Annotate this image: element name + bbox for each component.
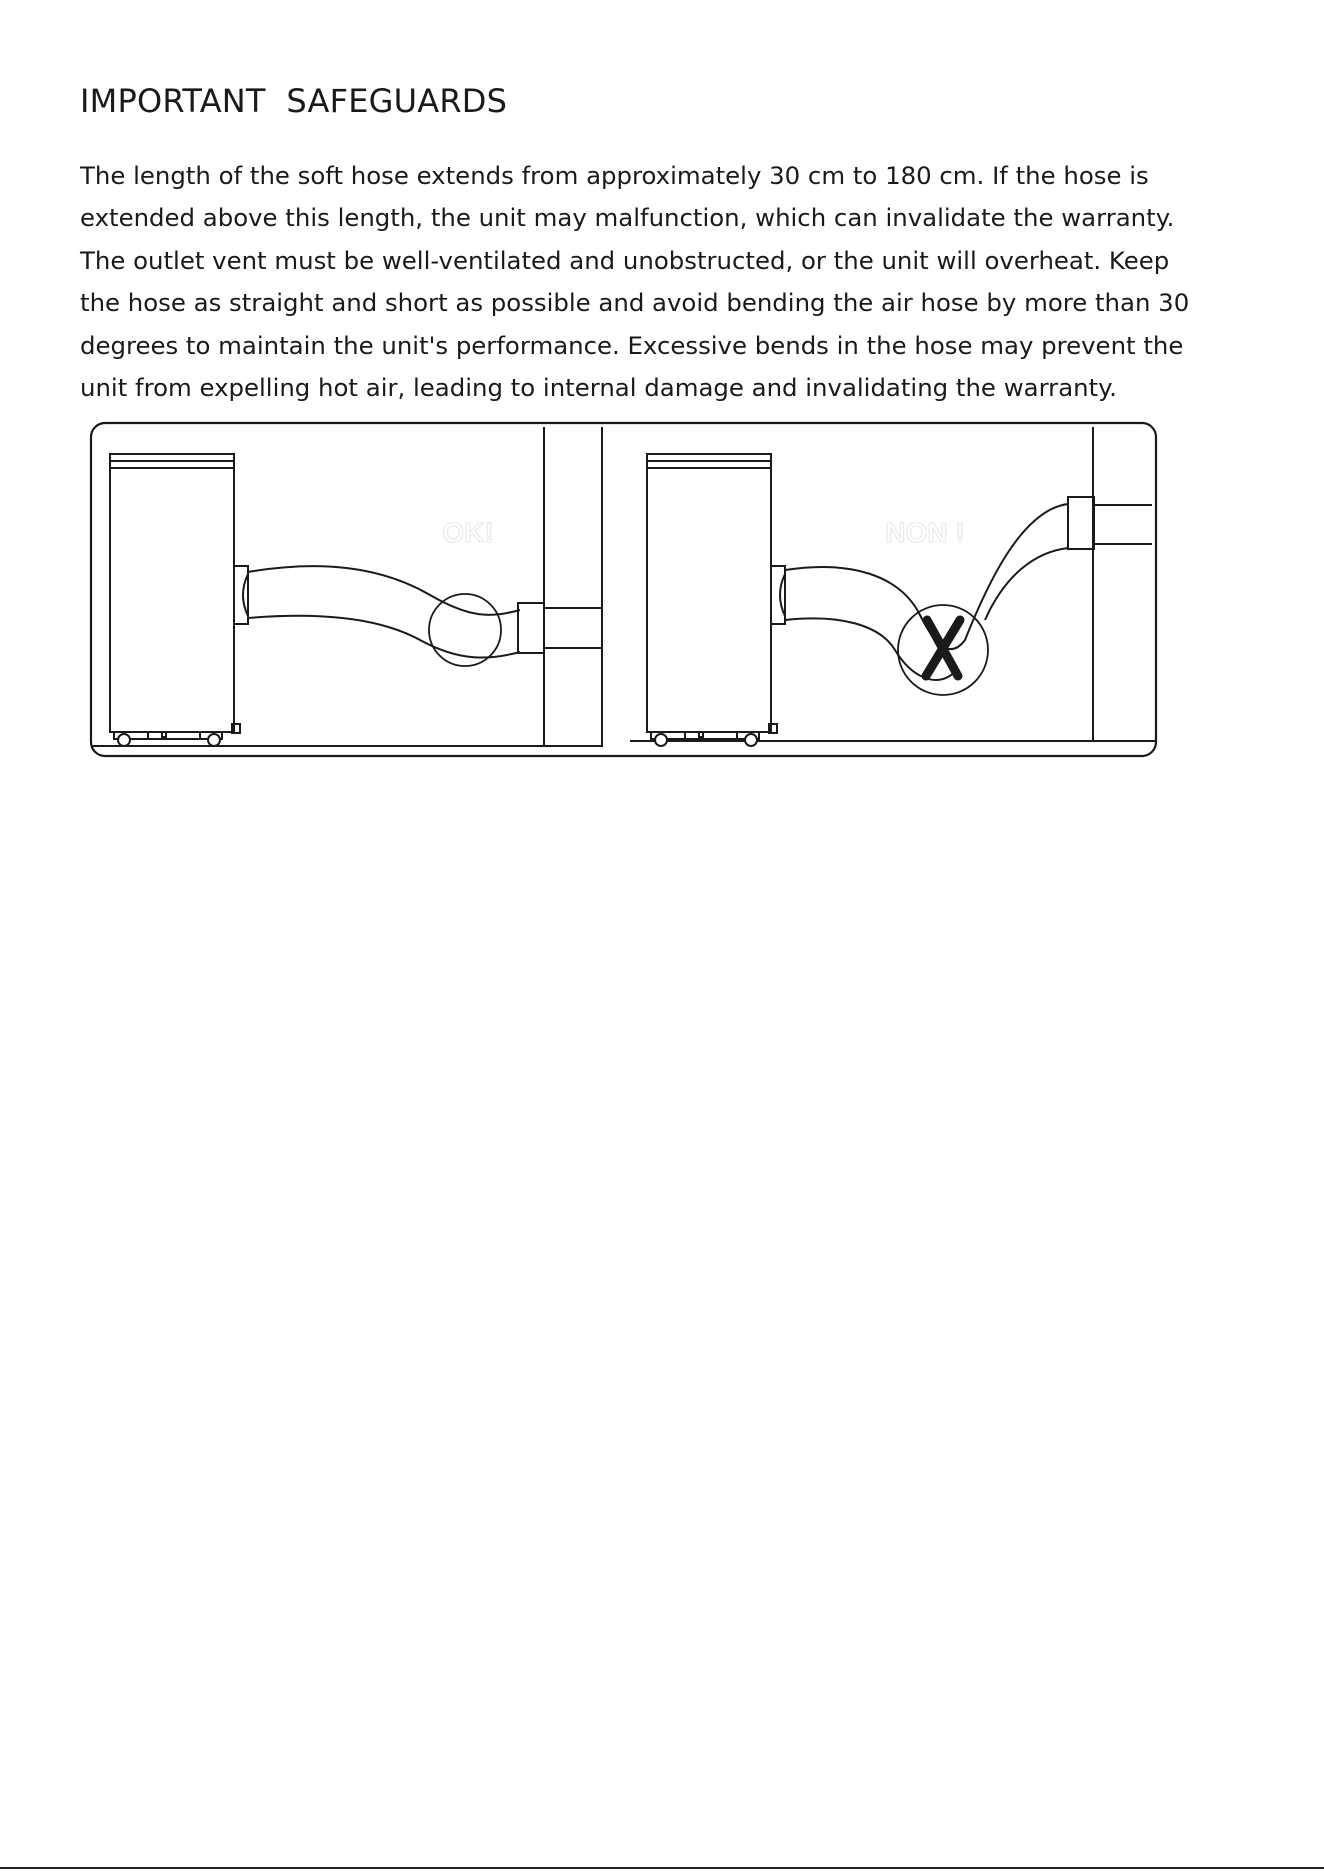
paragraph-line-4: the hose as straight and short as possible and avoid bending the air hose by more than 30 [80,288,1190,318]
paragraph-line-1: The length of the soft hose extends from approximately 30 cm to 180 cm. If the hose is [80,161,1149,190]
cross-x-icon [926,620,960,676]
problem-circle [898,605,988,695]
right-ac-unit [647,454,785,746]
illustration-frame [91,423,1156,756]
footer-rule [0,1867,1324,1869]
left-panel-ok [91,427,603,746]
right-hose-outer [785,504,1068,649]
right-panel-label: NON ! [885,517,965,548]
ok-circle-icon [429,594,501,666]
paragraph-line-6: unit from expelling hot air, leading to internal damage and invalidating the warranty. [80,373,1117,403]
safeguard-paragraph [80,155,1260,409]
right-panel-non [630,427,1156,746]
paragraph-line-3: The outlet vent must be well-ventilated and unobstructed, or the unit will overheat. Keep [80,245,1170,275]
right-hose-upper [985,548,1068,620]
paragraph-line-5: degrees to maintain the unit's performance. Excessive bends in the hose may prevent the [80,330,1184,360]
left-hose-top [248,566,520,615]
right-hose-inner [785,618,955,680]
page-title: IMPORTANT SAFEGUARDS [80,82,508,120]
left-wall-connector [518,603,544,653]
right-wall-connector [1068,497,1094,549]
left-hose-bottom [248,616,520,658]
left-panel-label: OK! [442,517,494,548]
paragraph-line-2: extended above this length, the unit may malfunction, which can invalidate the warranty. [80,203,1175,233]
left-ac-unit [110,454,248,746]
